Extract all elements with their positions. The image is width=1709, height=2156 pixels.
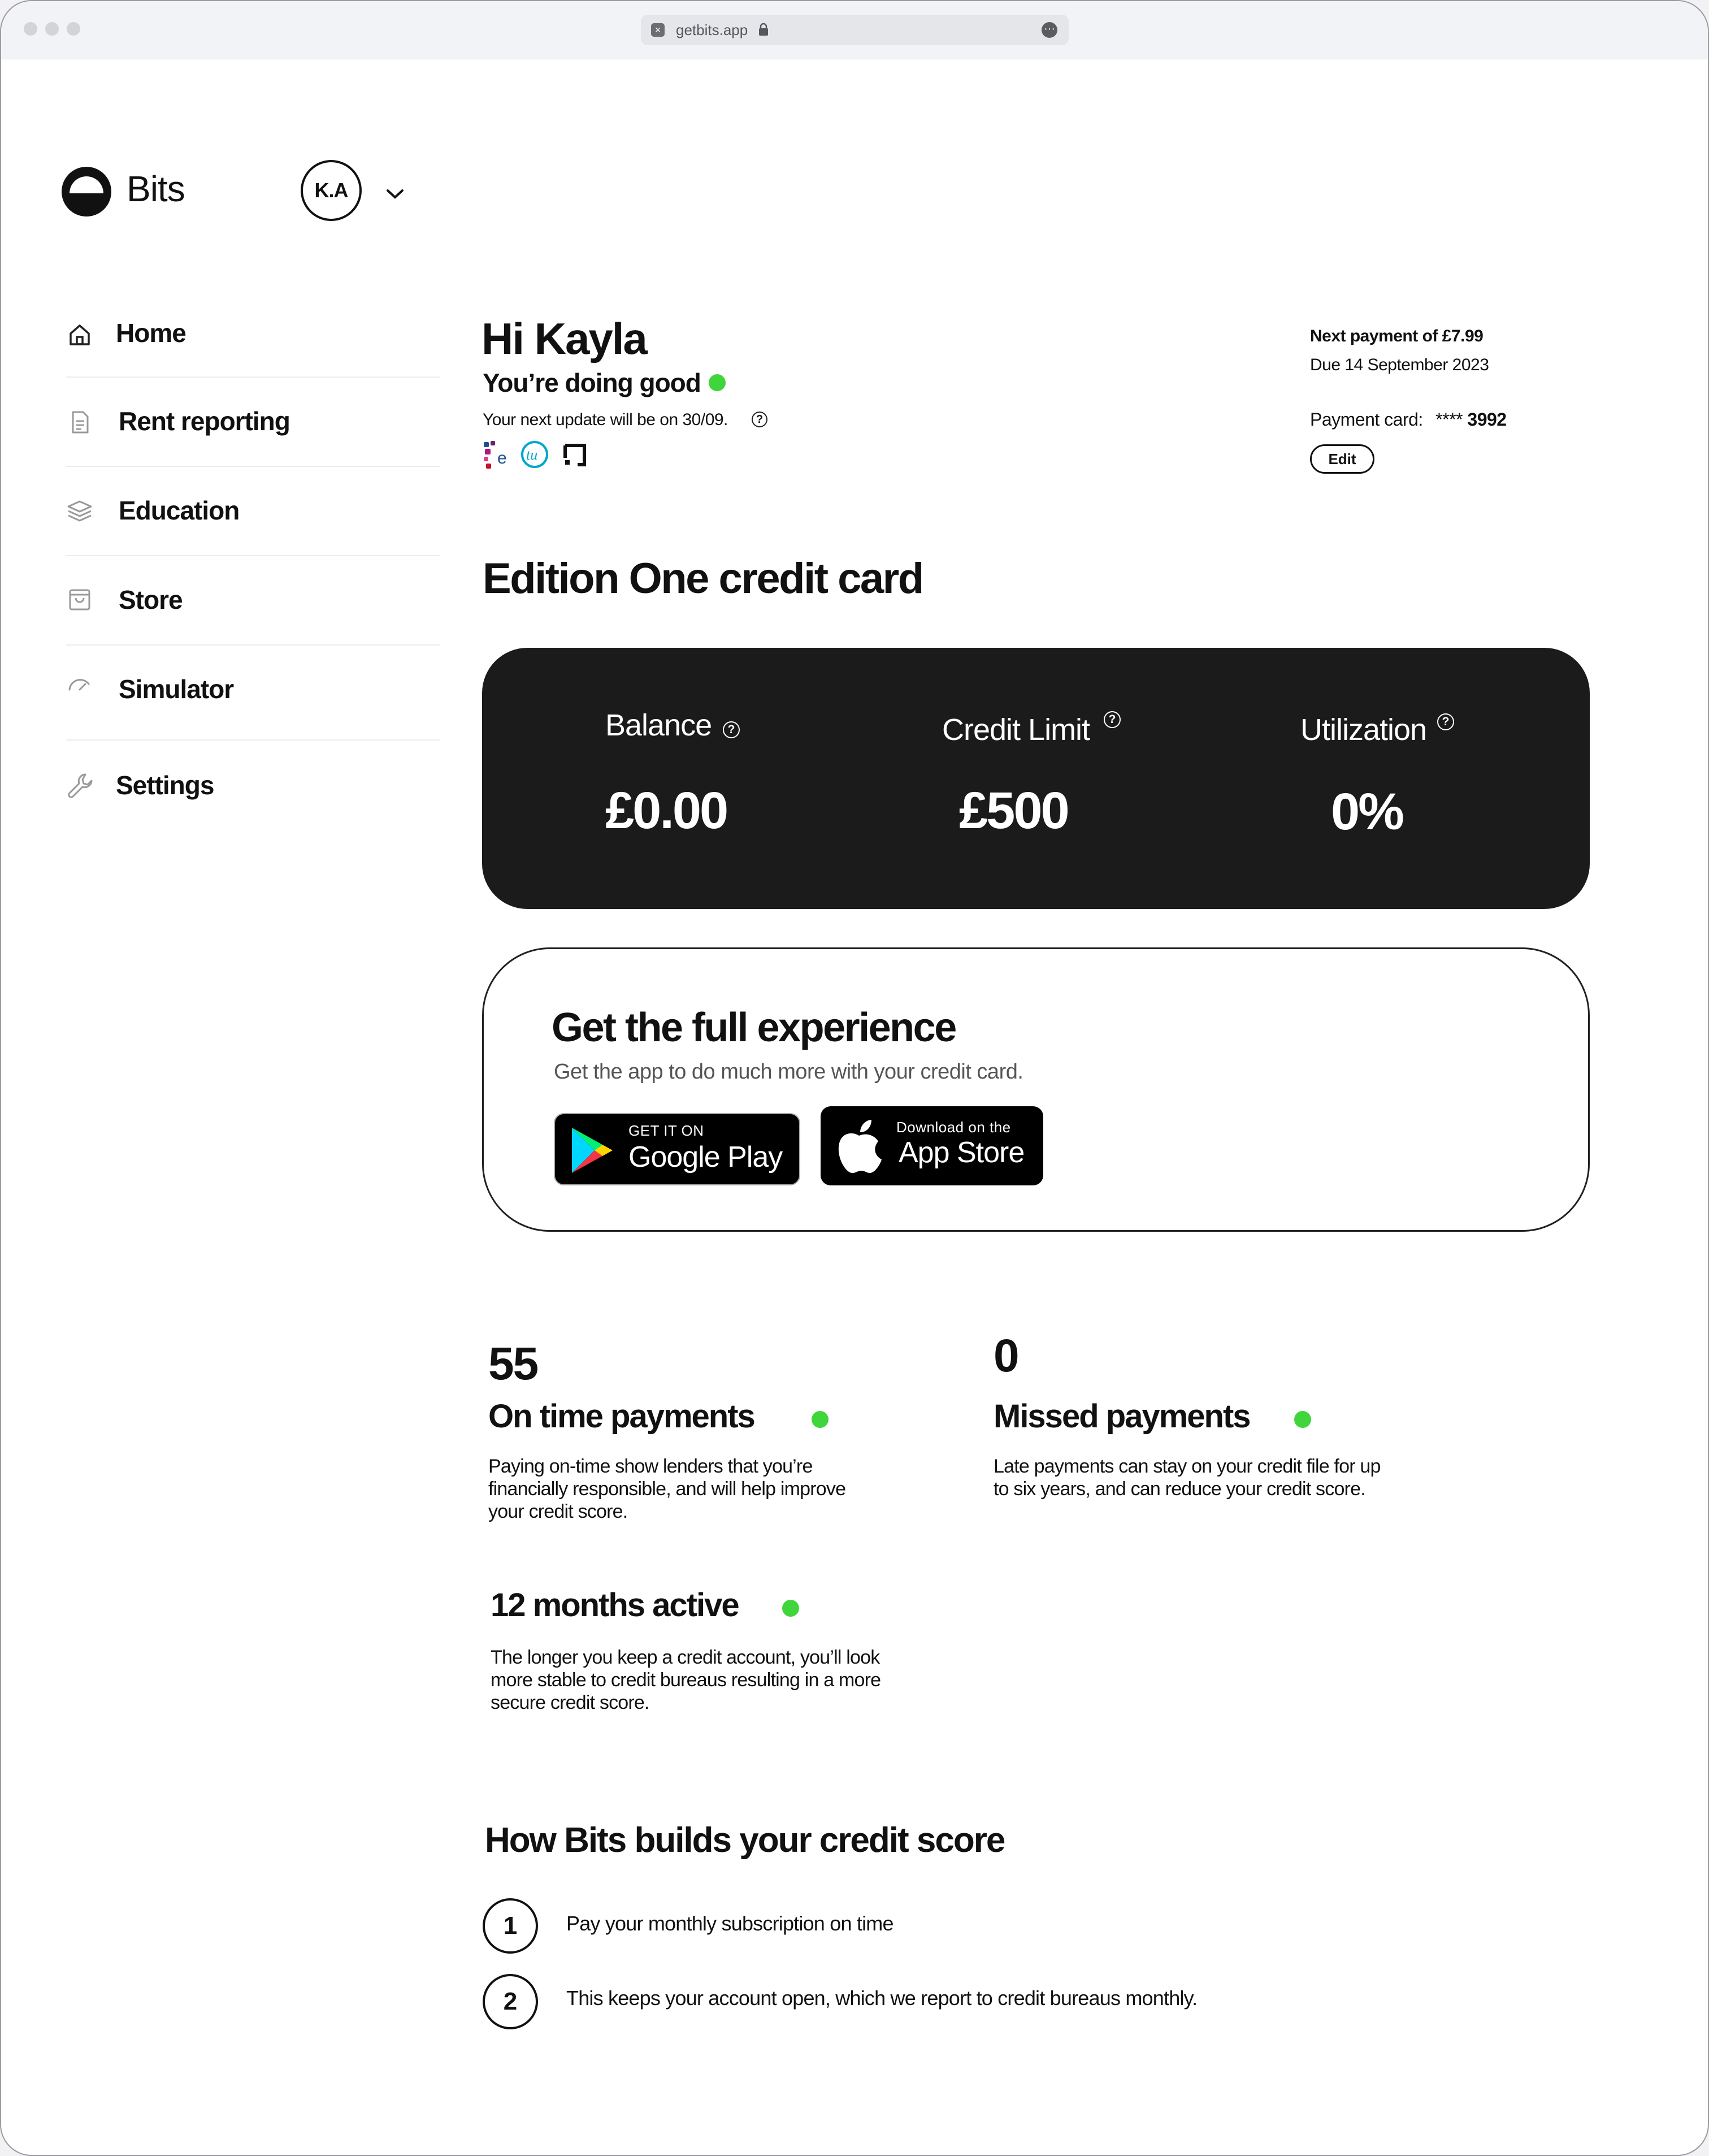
credit-limit-label: Credit Limit	[942, 713, 1090, 747]
app-store-small-text: Download on the	[896, 1119, 1011, 1136]
on-time-payments-title: On time payments	[488, 1398, 754, 1435]
brand-name[interactable]: Bits	[127, 168, 185, 209]
zoom-window-dot[interactable]	[67, 22, 80, 36]
next-payment-label: Next payment of	[1310, 327, 1438, 345]
next-payment-amount: £7.99	[1442, 327, 1484, 345]
payment-card-label: Payment card:	[1310, 409, 1423, 430]
on-time-payments-description: Paying on-time show lenders that you’re financially responsible, and will help improve your credit score.	[488, 1456, 846, 1522]
close-window-dot[interactable]	[24, 22, 37, 36]
wrench-icon	[66, 771, 97, 802]
how-it-works-title: How Bits builds your credit score	[485, 1821, 1005, 1860]
greeting-title: Hi Kayla	[482, 314, 647, 363]
step-number-1: 1	[483, 1898, 538, 1954]
apple-icon	[835, 1119, 883, 1175]
tab-close-icon[interactable]: ×	[651, 23, 665, 37]
google-play-big-text: Google Play	[628, 1141, 783, 1174]
sidebar-item-education[interactable]	[66, 495, 440, 563]
step-text-1: Pay your monthly subscription on time	[566, 1912, 893, 1935]
sidebar-divider	[66, 466, 440, 467]
sidebar-divider	[66, 555, 440, 556]
home-icon	[66, 321, 93, 348]
card-section-title: Edition One credit card	[483, 555, 923, 603]
sidebar-divider	[66, 739, 440, 741]
missed-payments-description: Late payments can stay on your credit file for up to six years, and can reduce your credit score.	[994, 1456, 1381, 1500]
google-play-small-text: GET IT ON	[628, 1122, 704, 1139]
credit-limit-value: £500	[959, 782, 1068, 839]
sidebar-item-store[interactable]	[66, 585, 440, 652]
sidebar-label-store: Store	[119, 585, 183, 614]
sidebar-label-settings: Settings	[116, 770, 214, 800]
address-bar[interactable]	[641, 15, 1069, 45]
chevron-down-icon[interactable]	[385, 188, 405, 200]
edit-payment-card-button[interactable]: Edit	[1310, 444, 1374, 474]
more-options-icon[interactable]: ···	[1042, 22, 1057, 38]
svg-text:e: e	[497, 449, 507, 467]
sidebar-item-settings[interactable]	[66, 770, 440, 838]
status-text: You’re doing good	[483, 368, 701, 397]
utilization-value: 0%	[1331, 783, 1403, 841]
layers-icon	[66, 497, 93, 525]
app-promo-card	[482, 947, 1590, 1232]
next-payment-text	[1310, 327, 1483, 346]
balance-value: £0.00	[605, 782, 727, 839]
payment-due-date: Due 14 September 2023	[1310, 356, 1489, 374]
missed-status-dot	[1294, 1411, 1311, 1428]
promo-subtitle: Get the app to do much more with your credit card.	[554, 1060, 1023, 1084]
on-time-status-dot	[812, 1411, 829, 1428]
status-dot	[709, 374, 726, 391]
minimize-window-dot[interactable]	[45, 22, 59, 36]
next-update-text: Your next update will be on 30/09.	[483, 410, 728, 429]
help-icon[interactable]: ?	[752, 412, 767, 427]
address-url: getbits.app	[676, 21, 748, 38]
payment-card-last4: 3992	[1467, 409, 1507, 430]
months-active-description: The longer you keep a credit account, you’ll look more stable to credit bureaus resulting in a more secure credit score.	[491, 1647, 881, 1713]
sidebar-label-education: Education	[119, 496, 240, 525]
balance-label: Balance	[605, 708, 712, 742]
sidebar-divider	[66, 376, 440, 378]
sidebar-label-simulator: Simulator	[119, 674, 234, 704]
balance-help-icon[interactable]: ?	[723, 721, 740, 738]
sidebar-divider	[66, 644, 440, 646]
bag-icon	[66, 586, 93, 613]
app-store-button[interactable]	[821, 1106, 1043, 1185]
lock-icon	[758, 23, 769, 36]
utilization-help-icon[interactable]: ?	[1437, 713, 1454, 730]
google-play-button[interactable]	[554, 1113, 800, 1185]
app-store-big-text: App Store	[899, 1136, 1025, 1169]
step-text-2: This keeps your account open, which we report to credit bureaus monthly.	[566, 1986, 1198, 2010]
bits-logo-icon[interactable]	[60, 165, 113, 218]
svg-text:tu: tu	[526, 447, 538, 463]
equifax-icon	[562, 442, 588, 468]
missed-payments-title: Missed payments	[994, 1398, 1250, 1435]
google-play-icon	[570, 1127, 615, 1174]
payment-card-mask: ****	[1435, 409, 1463, 430]
experian-icon	[483, 441, 509, 470]
payment-card-info	[1310, 409, 1507, 430]
sidebar-label-rent-reporting: Rent reporting	[119, 406, 290, 436]
transunion-icon	[520, 440, 549, 469]
sidebar-label-home: Home	[116, 318, 186, 348]
on-time-payments-count: 55	[488, 1338, 538, 1389]
sidebar-item-simulator[interactable]	[66, 674, 440, 742]
step-number-2: 2	[483, 1974, 538, 2029]
sidebar-item-home[interactable]	[66, 318, 440, 386]
missed-payments-count: 0	[994, 1330, 1018, 1382]
utilization-label: Utilization	[1300, 713, 1427, 747]
months-active-title: 12 months active	[491, 1587, 739, 1624]
gauge-icon	[66, 674, 93, 701]
browser-toolbar	[1, 1, 1708, 59]
months-active-status-dot	[782, 1600, 799, 1617]
credit-limit-help-icon[interactable]: ?	[1104, 711, 1121, 728]
document-icon	[66, 409, 93, 436]
credit-card-summary	[482, 648, 1590, 909]
promo-title: Get the full experience	[552, 1005, 956, 1050]
user-avatar[interactable]: K.A	[301, 160, 362, 221]
sidebar-item-rent-reporting[interactable]	[66, 406, 440, 474]
